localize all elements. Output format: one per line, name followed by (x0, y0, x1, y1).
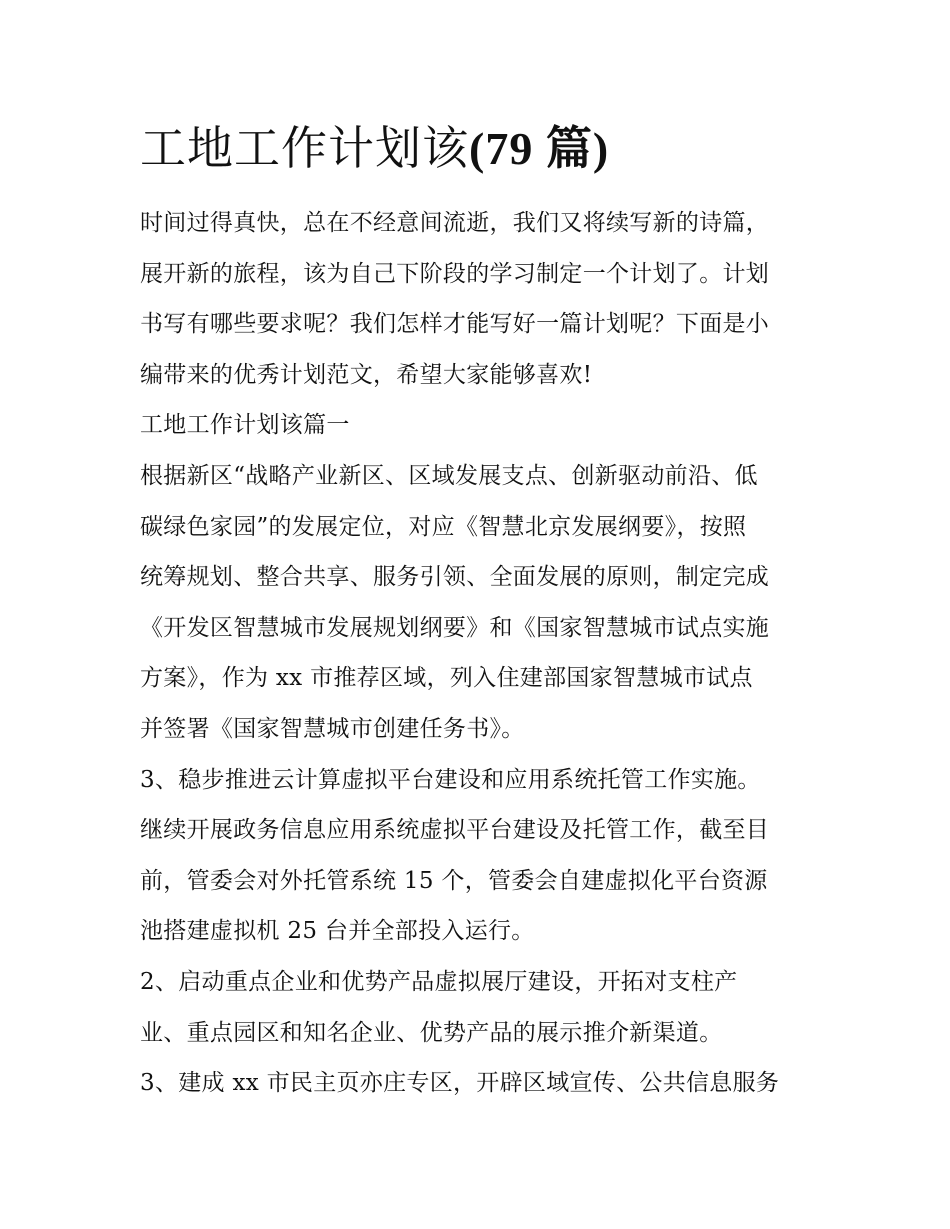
document-title (140, 118, 609, 179)
paragraph-line: 业、重点园区和知名企业、优势产品的展示推介新渠道。 (140, 1019, 723, 1046)
paragraph-line: 并签署《国家智慧城市创建任务书》。 (140, 715, 525, 742)
paragraph-line: 继续开展政务信息应用系统虚拟平台建设及托管工作，截至目 (140, 817, 770, 844)
intro-line-4: 编带来的优秀计划范文，希望大家能够喜欢! (140, 361, 593, 388)
intro-line-3: 书写有哪些要求呢？我们怎样才能写好一篇计划呢？下面是小 (140, 311, 770, 338)
intro-line-2: 展开新的旅程，该为自己下阶段的学习制定一个计划了。计划 (140, 260, 770, 287)
list-item-line: 3、稳步推进云计算虚拟平台建设和应用系统托管工作实施。 (140, 766, 761, 793)
title-count: (79 篇) (469, 123, 610, 174)
paragraph-line: 池搭建虚拟机 25 台并全部投入运行。 (140, 918, 535, 945)
paragraph-line: 《开发区智慧城市发展规划纲要》和《国家智慧城市试点实施 (140, 614, 770, 641)
paragraph-line: 统筹规划、整合共享、服务引领、全面发展的原则，制定完成 (140, 564, 770, 591)
list-item-line: 3、建成 xx 市民主页亦庄专区，开辟区域宣传、公共信息服务 (140, 1070, 780, 1097)
list-item-line: 2、启动重点企业和优势产品虚拟展厅建设，开拓对支柱产 (140, 968, 738, 995)
paragraph-line: 碳绿色家园”的发展定位，对应《智慧北京发展纲要》，按照 (140, 513, 747, 540)
section-heading: 工地工作计划该篇一 (140, 412, 350, 439)
paragraph-line: 前，管委会对外托管系统 15 个，管委会自建虚拟化平台资源 (140, 867, 768, 894)
paragraph-line: 根据新区“战略产业新区、区域发展支点、创新驱动前沿、低 (140, 462, 758, 489)
intro-line-1: 时间过得真快，总在不经意间流逝，我们又将续写新的诗篇， (140, 210, 770, 236)
paragraph-line: 方案》，作为 xx 市推荐区域，列入住建部国家智慧城市试点 (140, 665, 753, 692)
document-body (140, 198, 820, 1109)
title-main: 工地工作计划该 (140, 121, 469, 175)
